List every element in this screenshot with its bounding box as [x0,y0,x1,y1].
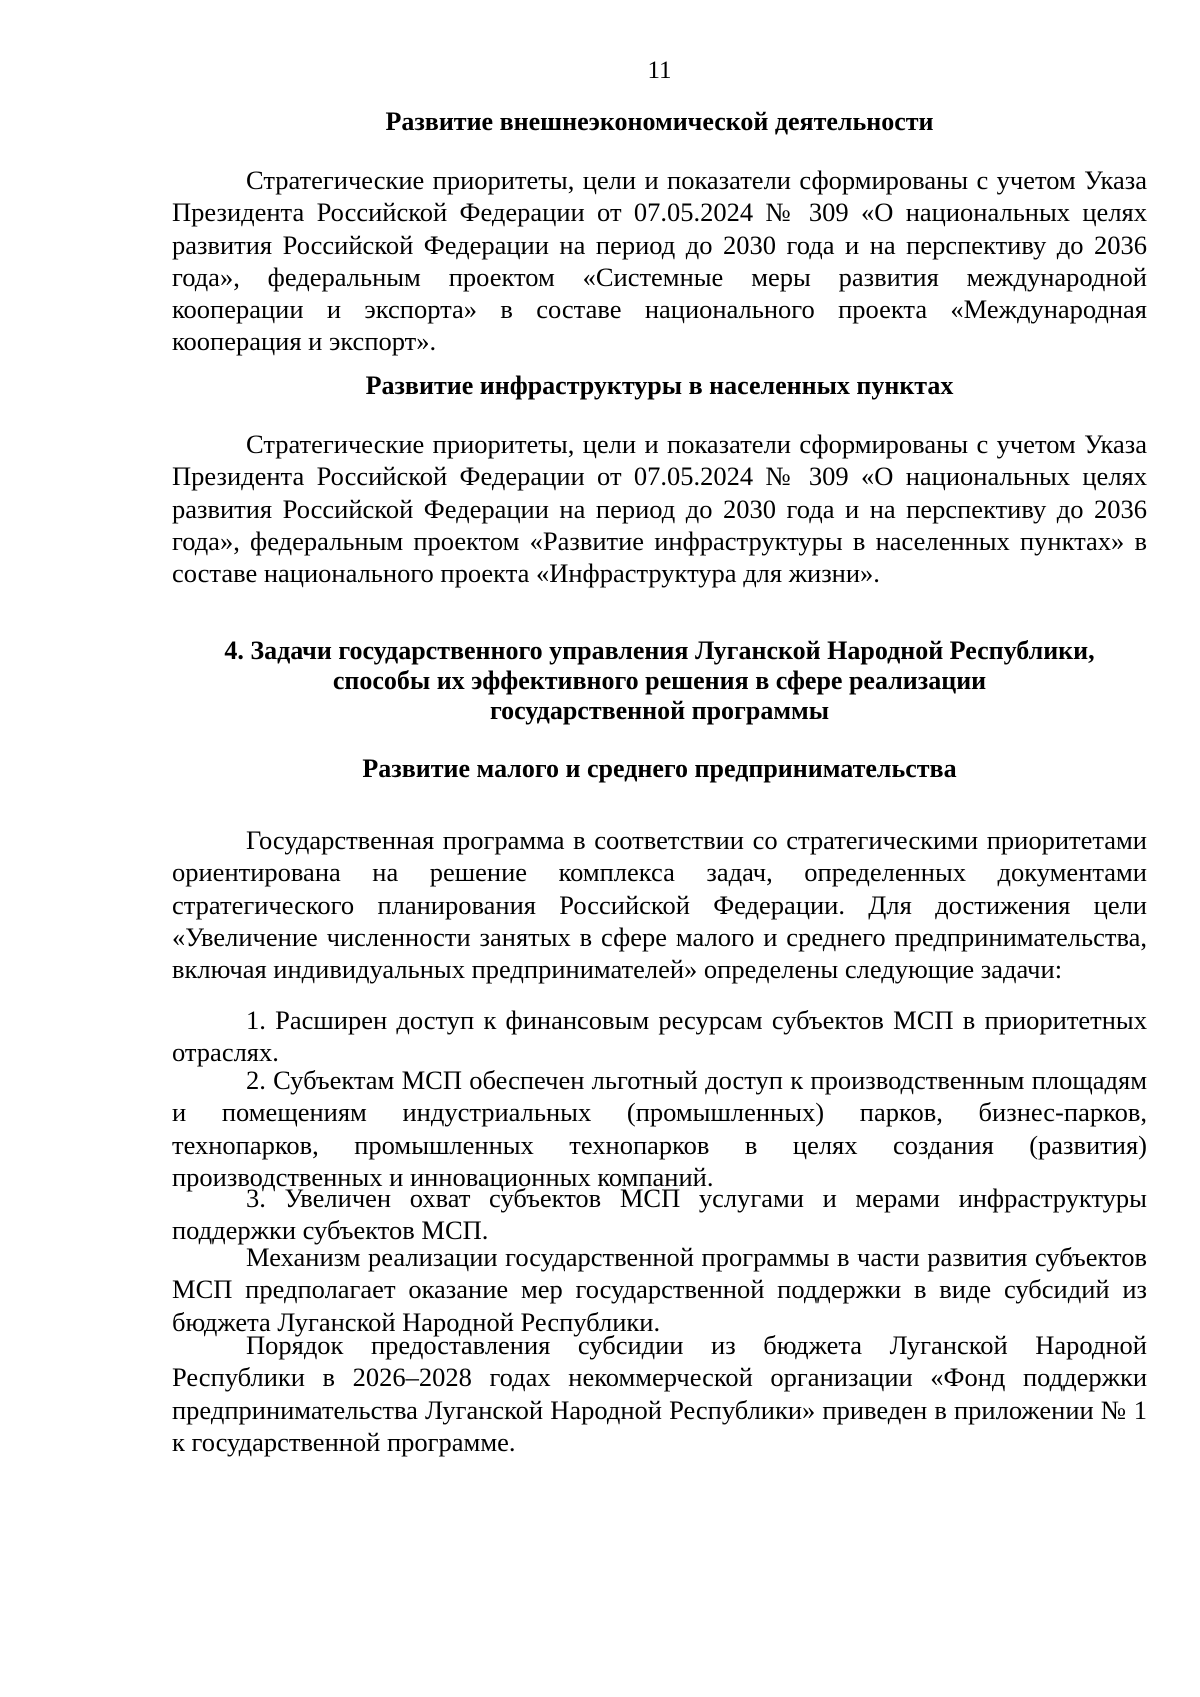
section-heading-foreign-trade: Развитие внешнеэкономической деятельности [385,107,934,136]
paragraph-infrastructure: Стратегические приоритеты, цели и показатели сформированы с учетом Указа Президента Российской Федерации от 07.05.2024 № 309 «О национальных целях развития Российской Федерации на период до 2030 года и на перспективу до 2036 года», федеральным проектом «Развитие инфраструктуры в населенных пунктах» в составе национального проекта «Инфраструктура для жизни». [172,429,1147,589]
chapter-heading-line-3: государственной программы [489,696,830,725]
section-heading-sme: Развитие малого и среднего предпринимательства [362,754,957,783]
chapter-heading-line-2: способы их эффективного решения в сфере реализации [332,666,987,695]
paragraph-sme-mechanism: Механизм реализации государственной программы в части развития субъектов МСП предполагает оказание мер государственной поддержки в виде субсидий из бюджета Луганской Народной Республики. [172,1242,1147,1337]
paragraph-sme-task-2: 2. Субъектам МСП обеспечен льготный доступ к производственным площадям и помещениям индустриальных (промышленных) парков, бизнес-парков, технопарков, промышленных технопарков в целях создания (развития) производственных и инновационных компаний. [172,1065,1147,1192]
page-number: 11 [647,57,672,84]
section-heading-infrastructure: Развитие инфраструктуры в населенных пунктах [365,371,954,400]
paragraph-foreign-trade: Стратегические приоритеты, цели и показатели сформированы с учетом Указа Президента Российской Федерации от 07.05.2024 № 309 «О национальных целях развития Российской Федерации на период до 2030 года и на перспективу до 2036 года», федеральным проектом «Системные меры развития международной кооперации и экспорта» в составе национального проекта «Международная кооперация и экспорт». [172,165,1147,357]
paragraph-sme-subsidy-procedure: Порядок предоставления субсидии из бюджета Луганской Народной Республики в 2026–2028 годах некоммерческой организации «Фонд поддержки предпринимательства Луганской Народной Республики» приведен в приложении № 1 к государственной программе. [172,1330,1147,1457]
chapter-heading-line-1: 4. Задачи государственного управления Луганской Народной Республики, [224,636,1095,665]
paragraph-sme-task-3: 3. Увеличен охват субъектов МСП услугами и мерами инфраструктуры поддержки субъектов МСП. [172,1183,1147,1246]
paragraph-sme-task-1: 1. Расширен доступ к финансовым ресурсам субъектов МСП в приоритетных отраслях. [172,1005,1147,1068]
paragraph-sme-intro: Государственная программа в соответствии со стратегическими приоритетами ориентирована на решение комплекса задач, определенных документами стратегического планирования Российской Федерации. Для достижения цели «Увеличение численности занятых в сфере малого и среднего предпринимательства, включая индивидуальных предпринимателей» определены следующие задачи: [172,825,1147,985]
